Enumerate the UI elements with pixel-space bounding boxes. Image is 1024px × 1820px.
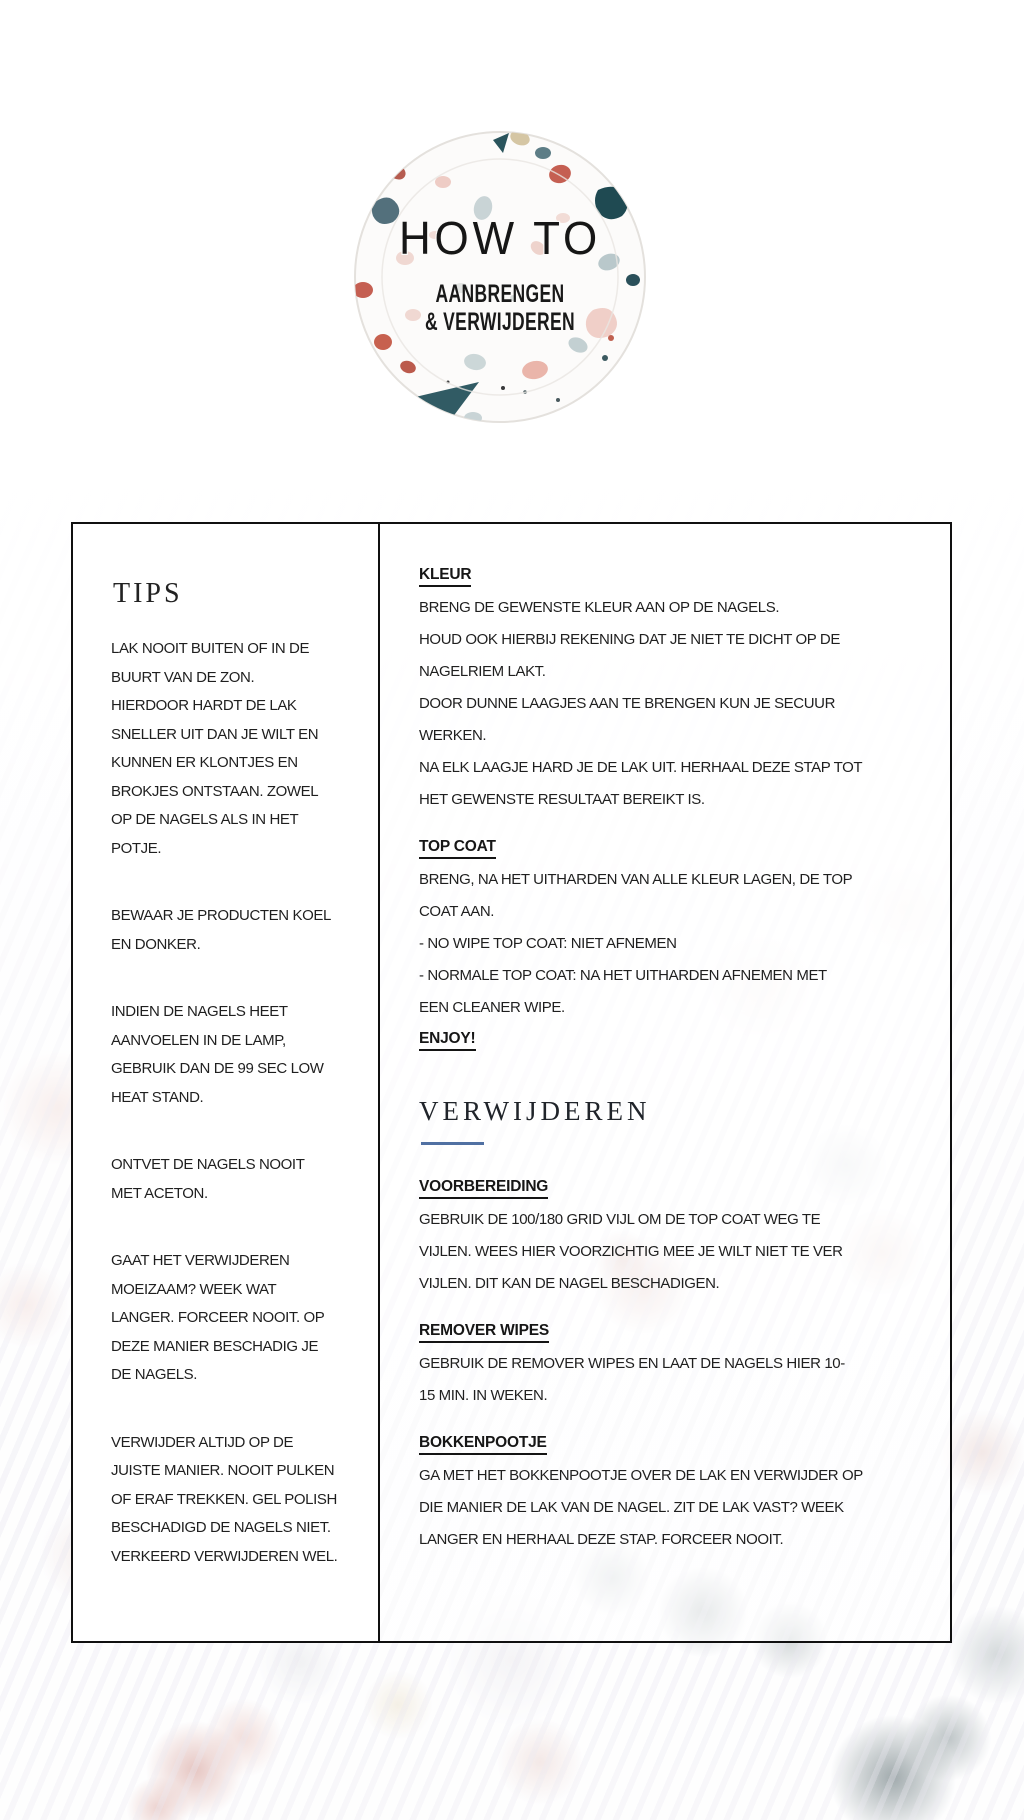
tips-paragraph	[111, 635, 378, 863]
text-line: BRENG DE GEWENSTE KLEUR AAN OP DE NAGELS.	[419, 599, 780, 616]
tips-paragraph	[111, 998, 378, 1112]
text-line: MET ACETON.	[111, 1184, 208, 1202]
text-line: AANVOELEN IN DE LAMP,	[111, 1031, 286, 1049]
text-line: 15 MIN. IN WEKEN.	[419, 1387, 548, 1404]
text-line: JUISTE MANIER. NOOIT PULKEN	[111, 1462, 335, 1479]
text-line: VERWIJDER ALTIJD OP DE	[111, 1433, 294, 1451]
text-line: BROKJES ONTSTAAN. ZOWEL	[111, 782, 319, 800]
text-line: VERKEERD VERWIJDEREN WEL.	[111, 1547, 338, 1565]
text-line: WERKEN.	[419, 727, 487, 744]
text-line: BEWAAR JE PRODUCTEN KOEL	[111, 907, 331, 924]
text-line: GA MET HET BOKKENPOOTJE OVER DE LAK EN VERWIJDER OP	[419, 1467, 863, 1484]
text-line: COAT AAN.	[419, 903, 495, 920]
removal-heading: VERWIJDEREN	[419, 1096, 651, 1126]
section-label-top-coat: TOP COAT	[419, 837, 496, 859]
section-voorbereiding	[419, 1172, 920, 1300]
tips-paragraph	[111, 1429, 378, 1572]
tips-column	[73, 524, 378, 1641]
tips-paragraph	[111, 902, 378, 959]
tips-paragraph	[111, 1151, 378, 1208]
text-line: INDIEN DE NAGELS HEET	[111, 1003, 288, 1020]
logo-subtitle-line2: & VERWIJDEREN	[424, 307, 576, 336]
text-line: GEBRUIK DE REMOVER WIPES EN LAAT DE NAGELS HIER 10-	[419, 1355, 845, 1372]
logo-subtitle-line1: AANBRENGEN	[435, 280, 565, 308]
text-line: - NO WIPE TOP COAT: NIET AFNEMEN	[419, 935, 677, 952]
text-line: NA ELK LAAGJE HARD JE DE LAK UIT. HERHAAL DEZE STAP TOT	[419, 759, 863, 776]
text-line: VIJLEN. WEES HIER VOORZICHTIG MEE JE WILT NIET TE VER	[419, 1243, 843, 1260]
section-label-kleur: KLEUR	[419, 565, 471, 587]
section-bokkenpootje	[419, 1428, 920, 1556]
text-line: ONTVET DE NAGELS NOOIT	[111, 1156, 305, 1173]
text-line: LANGER. FORCEER NOOIT. OP	[111, 1309, 325, 1326]
section-label-voorbereiding: VOORBEREIDING	[419, 1177, 548, 1199]
text-line: HOUD OOK HIERBIJ REKENING DAT JE NIET TE DICHT OP DE	[419, 631, 840, 648]
text-line: DE NAGELS.	[111, 1366, 198, 1383]
logo-title: HOW TO	[399, 212, 601, 264]
text-line: VIJLEN. DIT KAN DE NAGEL BESCHADIGEN.	[419, 1275, 720, 1292]
section-top-coat	[419, 832, 920, 1056]
accent-divider-line	[421, 1142, 484, 1145]
text-line: GEBRUIK DAN DE 99 SEC LOW	[111, 1060, 324, 1077]
brand-logo	[353, 130, 647, 424]
instructions-column	[378, 524, 950, 1641]
text-line: LANGER EN HERHAAL DEZE STAP. FORCEER NOOIT.	[419, 1531, 784, 1548]
tips-heading: TIPS	[113, 578, 183, 609]
logo-subtitle	[397, 281, 603, 336]
section-label-remover-wipes: REMOVER WIPES	[419, 1321, 549, 1343]
text-line: HET GEWENSTE RESULTAAT BEREIKT IS.	[419, 791, 705, 808]
enjoy-label: ENJOY!	[419, 1029, 476, 1051]
text-line: BESCHADIGD DE NAGELS NIET.	[111, 1519, 331, 1536]
section-kleur	[419, 560, 920, 816]
text-line: GAAT HET VERWIJDEREN	[111, 1252, 290, 1269]
text-line: NAGELRIEM LAKT.	[419, 663, 546, 680]
text-line: BUURT VAN DE ZON.	[111, 668, 255, 686]
text-line: SNELLER UIT DAN JE WILT EN	[111, 725, 319, 743]
section-label-bokkenpootje: BOKKENPOOTJE	[419, 1433, 547, 1455]
text-line: POTJE.	[111, 839, 162, 857]
text-line: DOOR DUNNE LAAGJES AAN TE BRENGEN KUN JE SECUUR	[419, 695, 836, 712]
terrazzo-circle-graphic	[353, 130, 647, 424]
text-line: HEAT STAND.	[111, 1088, 204, 1106]
text-line: DIE MANIER DE LAK VAN DE NAGEL. ZIT DE LAK VAST? WEEK	[419, 1499, 844, 1516]
text-line: DEZE MANIER BESCHADIG JE	[111, 1337, 319, 1355]
text-line: EEN CLEANER WIPE.	[419, 999, 565, 1016]
text-line: HIERDOOR HARDT DE LAK	[111, 697, 297, 714]
text-line: EN DONKER.	[111, 935, 201, 953]
text-line: MOEIZAAM? WEEK WAT	[111, 1280, 277, 1298]
content-card	[71, 522, 952, 1643]
text-line: GEBRUIK DE 100/180 GRID VIJL OM DE TOP COAT WEG TE	[419, 1211, 821, 1228]
text-line: LAK NOOIT BUITEN OF IN DE	[111, 640, 310, 657]
tips-paragraph	[111, 1247, 378, 1390]
text-line: KUNNEN ER KLONTJES EN	[111, 754, 298, 771]
text-line: OF ERAF TREKKEN. GEL POLISH	[111, 1490, 337, 1508]
text-line: BRENG, NA HET UITHARDEN VAN ALLE KLEUR LAGEN, DE TOP	[419, 871, 853, 888]
text-line: OP DE NAGELS ALS IN HET	[111, 811, 299, 828]
text-line: - NORMALE TOP COAT: NA HET UITHARDEN AFNEMEN MET	[419, 967, 827, 984]
section-remover-wipes	[419, 1316, 920, 1412]
